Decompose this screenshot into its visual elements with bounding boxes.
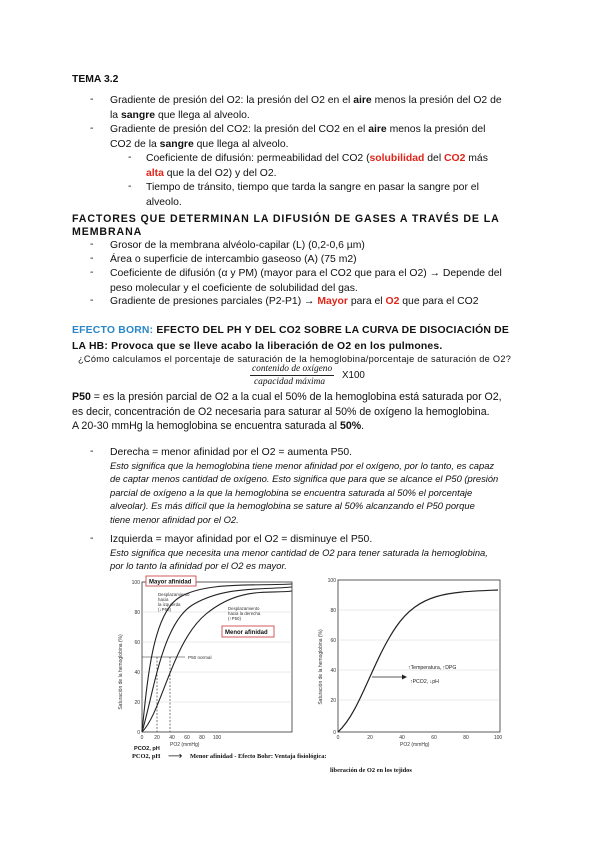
right-ytick: 100 — [327, 578, 336, 584]
factor-area: Área o superficie de intercambio gaseoso (A) (75 m2) — [110, 254, 357, 265]
right-xtick: 20 — [367, 735, 373, 741]
left-shift-line: la izquierda — [158, 602, 181, 607]
right-annot-pco2: ↑PCO2, ↓pH — [410, 679, 439, 685]
factor-gradiente: Gradiente de presiones parciales (P2-P1) → Mayor para el O2 que para el CO2 — [110, 296, 479, 307]
menor-afinidad-label: Menor afinidad — [225, 630, 268, 636]
bullet-dash: - — [90, 123, 94, 134]
right-ytick: 60 — [330, 638, 336, 644]
right-plot-frame — [338, 580, 500, 732]
mayor-afinidad-label: Mayor afinidad — [149, 579, 192, 586]
izquierda-explanation: Esto significa que necesita una menor cantidad de O2 para tener saturada la hemoglobina, por lo tanto la afinidad por el O2 es mayor. — [110, 547, 488, 572]
left-xlabel: PO2 (mmHg) — [170, 742, 200, 748]
sub-bullet-dash: - — [128, 152, 132, 163]
bohr-heading: EFECTO BORN: EFECTO DEL PH Y DEL CO2 SOBRE LA CURVA DE DISOCIACIÓN DE LA HB: Provoca que se lleve acabo la liberación de O2 en los pulmones. — [72, 325, 509, 352]
section-title: TEMA 3.2 — [72, 74, 119, 85]
left-xtick: 20 — [154, 735, 160, 741]
fraction-denominator: capacidad máxima — [254, 377, 326, 387]
right-ytick: 80 — [330, 608, 336, 614]
left-xtick: 60 — [184, 735, 190, 741]
sub-bullet-dash: - — [128, 181, 132, 192]
left-shift-annotation — [158, 592, 190, 612]
caption-efecto-bohr: Menor afinidad - Efecto Bohr: Ventaja fisiológica: — [190, 753, 327, 760]
right-ytick: 20 — [330, 698, 336, 704]
p50-normal-label: P50 normal — [188, 655, 212, 660]
right-dissociation-chart — [318, 578, 502, 748]
fraction-multiplier: X100 — [342, 370, 365, 381]
bullet-dash: - — [90, 267, 94, 278]
right-xtick: 60 — [431, 735, 437, 741]
sub-bullet-coeficiente: Coeficiente de difusión: permeabilidad del CO2 (solubilidad del CO2 más alta que la del O2) y del O2. — [146, 153, 488, 179]
right-ytick: 0 — [333, 730, 336, 736]
caption-liberacion: liberación de O2 en los tejidos — [330, 767, 412, 774]
right-xlabel: PO2 (mmHg) — [400, 742, 430, 748]
right-xtick: 80 — [463, 735, 469, 741]
derecha-explanation: Esto significa que la hemoglobina tiene menor afinidad por el oxígeno, por lo tanto, es capaz de captar menos cantidad de oxígeno. Esto significa que para que se alcance el P50 (presión parcial de oxígeno a la que la hemoglobina se encuentra saturada al 50% el porcentaje alveolar). Es más difícil que la hemoglobina se sature al 50% alcanzando el P50 porque tiene menor afinidad por el O2. — [110, 460, 499, 525]
fraction-numerator: contenido de oxígeno — [252, 364, 333, 374]
right-shift-annotation — [228, 606, 261, 621]
right-xtick: 100 — [493, 735, 503, 741]
left-ytick: 60 — [134, 640, 140, 646]
bullet-dash: - — [90, 446, 94, 457]
right-ytick: 40 — [330, 668, 336, 674]
left-xtick: 0 — [140, 735, 144, 741]
right-shift-line: Desplazamiento — [228, 606, 260, 611]
factores-heading: FACTORES QUE DETERMINAN LA DIFUSIÓN DE GASES A TRAVÉS DE LA MEMBRANA — [72, 213, 500, 238]
left-shift-line: Desplazamiento — [158, 592, 190, 597]
caption-arrow-icon: ⟶ — [168, 751, 183, 762]
left-ytick: 0 — [137, 730, 140, 736]
sub-bullet-tiempo: Tiempo de tránsito, tiempo que tarda la sangre en pasar la sangre por el alveolo. — [146, 182, 479, 208]
saturation-question: ¿Cómo calculamos el porcentaje de saturación de la hemoglobina/porcentaje de saturación de O2? — [78, 354, 512, 364]
left-ytick: 40 — [134, 670, 140, 676]
right-xtick: 40 — [399, 735, 405, 741]
right-shift-line: (↑P50) — [228, 616, 241, 621]
derecha-title: Derecha = menor afinidad por el O2 = aumenta P50. — [110, 447, 353, 458]
left-ylabel: Saturación de la hemoglobina (%) — [118, 634, 124, 710]
bullet-dash: - — [90, 239, 94, 250]
right-annot-temperature: ↑Temperatura, ↑DPG — [408, 665, 457, 671]
caption-pco2-ph: PCO2, pH — [134, 746, 160, 752]
left-ytick: 80 — [134, 610, 140, 616]
factor-grosor: Grosor de la membrana alvéolo-capilar (L) (0,2-0,6 µm) — [110, 240, 365, 251]
right-shift-arrowhead — [402, 675, 407, 680]
left-ytick: 20 — [134, 700, 140, 706]
bullet-gradient-o2: Gradiente de presión del O2: la presión del O2 en el aire menos la presión del O2 de la sangre que llega al alveolo. — [110, 95, 502, 121]
left-xtick: 100 — [212, 735, 222, 741]
dissociation-curves-figure — [110, 572, 530, 752]
bullet-dash: - — [90, 295, 94, 306]
bullet-dash: - — [90, 533, 94, 544]
right-xtick: 0 — [336, 735, 340, 741]
bullet-dash: - — [90, 94, 94, 105]
left-shift-line: hacia — [158, 597, 169, 602]
left-dissociation-chart — [118, 576, 292, 748]
factor-coeficiente: Coeficiente de difusión (α y PM) (mayor para el CO2 que para el O2) → Depende del peso molecular y el coeficiente de solubilidad del gas. — [110, 268, 502, 294]
left-ytick: 100 — [131, 580, 140, 586]
right-curve — [338, 590, 498, 732]
left-shift-line: (↓P50) — [158, 607, 171, 612]
right-ylabel: Saturación de la hemoglobina (%) — [318, 629, 324, 705]
izquierda-title: Izquierda = mayor afinidad por el O2 = disminuye el P50. — [110, 534, 373, 545]
bullet-gradient-co2: Gradiente de presión del CO2: la presión del CO2 en el aire menos la presión del CO2 de la sangre que llega al alveolo. — [110, 124, 486, 150]
left-xtick: 40 — [169, 735, 175, 741]
left-xtick: 80 — [199, 735, 205, 741]
p50-definition: P50 = es la presión parcial de O2 a la cual el 50% de la hemoglobina está saturada por O2, es decir, concentración de O2 necesaria para saturar al 50% de oxígeno la hemoglobina. A 20-30 mmHg la hemoglobina se encuentra saturada al 50%. — [72, 391, 502, 433]
caption-pco2-ph-text: PCO2, pH — [132, 753, 161, 760]
right-shift-line: hacia la derecha — [228, 611, 261, 616]
bullet-dash: - — [90, 253, 94, 264]
